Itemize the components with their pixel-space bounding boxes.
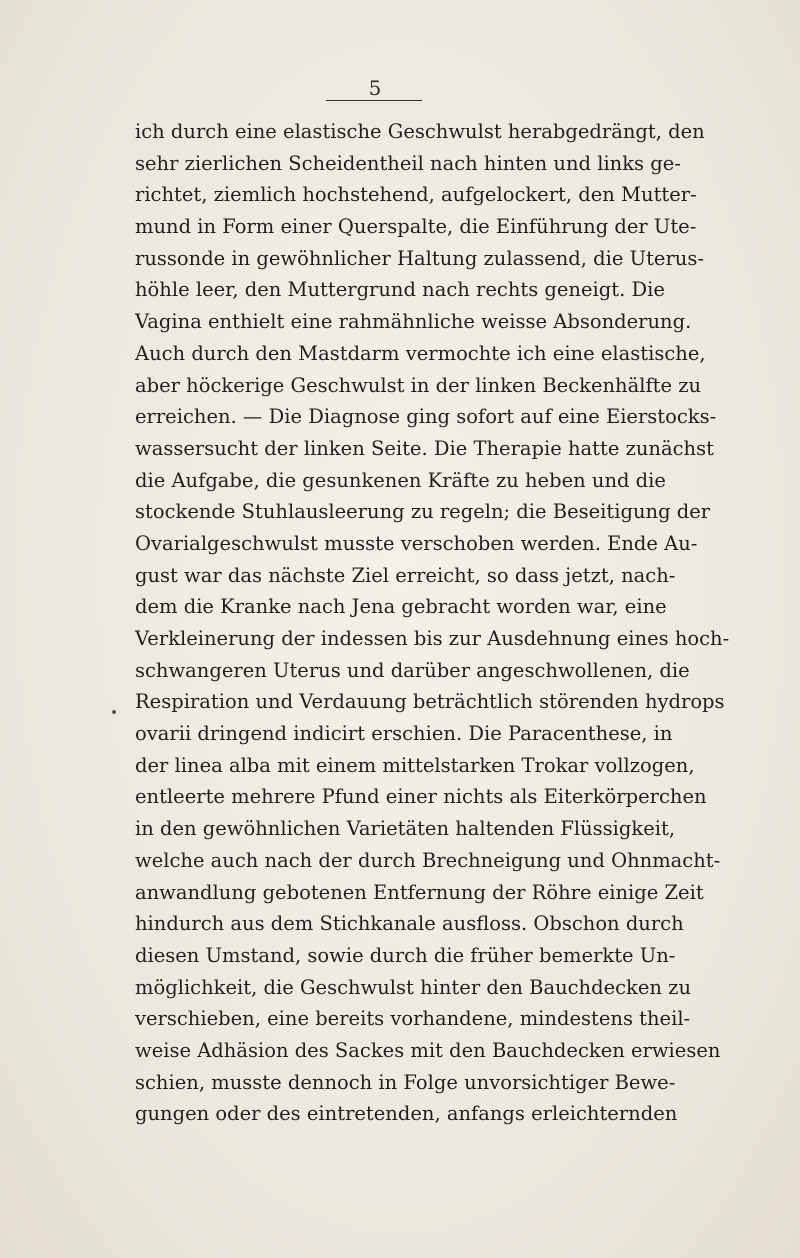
- text-line: gungen oder des eintretenden, anfangs erleichternden: [135, 1102, 678, 1126]
- text-line: ovarii dringend indicirt erschien. Die Paracenthese, in: [135, 722, 673, 746]
- text-line: die Aufgabe, die gesunkenen Kräfte zu heben und die: [135, 468, 666, 492]
- text-line: erreichen. — Die Diagnose ging sofort auf eine Eierstocks-: [135, 405, 717, 429]
- text-line: höhle leer, den Muttergrund nach rechts geneigt. Die: [135, 278, 665, 302]
- text-line: schwangeren Uterus und darüber angeschwollenen, die: [135, 658, 690, 682]
- text-line: sehr zierlichen Scheidentheil nach hinten und links ge-: [135, 151, 681, 175]
- text-line: anwandlung gebotenen Entfernung der Röhre einige Zeit: [135, 880, 704, 904]
- page-number: 5: [368, 76, 382, 100]
- page-number-rule: [326, 100, 422, 101]
- text-line: entleerte mehrere Pfund einer nichts als Eiterkörperchen: [135, 785, 707, 809]
- text-line: ich durch eine elastische Geschwulst herabgedrängt, den: [135, 120, 705, 143]
- print-speck: [112, 710, 116, 714]
- text-line: weise Adhäsion des Sackes mit den Bauchdecken erwiesen: [135, 1038, 721, 1062]
- text-line: richtet, ziemlich hochstehend, aufgelockert, den Mutter-: [135, 183, 697, 207]
- text-line: Vagina enthielt eine rahmähnliche weisse Absonderung.: [135, 310, 692, 334]
- text-line: möglichkeit, die Geschwulst hinter den Bauchdecken zu: [135, 975, 691, 999]
- text-line: stockende Stuhlausleerung zu regeln; die Beseitigung der: [135, 500, 711, 524]
- text-line: hindurch aus dem Stichkanale ausfloss. Obschon durch: [135, 912, 684, 936]
- text-line: aber höckerige Geschwulst in der linken Beckenhälfte zu: [135, 373, 702, 397]
- text-line: welche auch nach der durch Brechneigung und Ohnmacht-: [135, 848, 721, 872]
- body-text: [135, 116, 730, 1130]
- text-line: in den gewöhnlichen Varietäten haltenden Flüssigkeit,: [135, 817, 676, 841]
- text-line: Auch durch den Mastdarm vermochte ich eine elastische,: [135, 341, 706, 365]
- text-line: dem die Kranke nach Jena gebracht worden war, eine: [135, 595, 667, 619]
- text-line: Respiration und Verdauung beträchtlich störenden hydrops: [135, 690, 725, 714]
- text-line: wassersucht der linken Seite. Die Therapie hatte zunächst: [135, 436, 714, 460]
- text-line: Ovarialgeschwulst musste verschoben werden. Ende Au-: [135, 531, 698, 555]
- text-line: gust war das nächste Ziel erreicht, so dass jetzt, nach-: [135, 563, 676, 587]
- text-line: diesen Umstand, sowie durch die früher bemerkte Un-: [135, 943, 676, 967]
- text-line: Verkleinerung der indessen bis zur Ausdehnung eines hoch-: [135, 627, 730, 650]
- text-line: schien, musste dennoch in Folge unvorsichtiger Bewe-: [135, 1070, 676, 1094]
- text-line: mund in Form einer Querspalte, die Einführung der Ute-: [135, 215, 697, 239]
- text-line: der linea alba mit einem mittelstarken Trokar vollzogen,: [135, 753, 695, 777]
- text-line: russonde in gewöhnlicher Haltung zulassend, die Uterus-: [135, 246, 704, 270]
- text-line: verschieben, eine bereits vorhandene, mindestens theil-: [135, 1007, 691, 1031]
